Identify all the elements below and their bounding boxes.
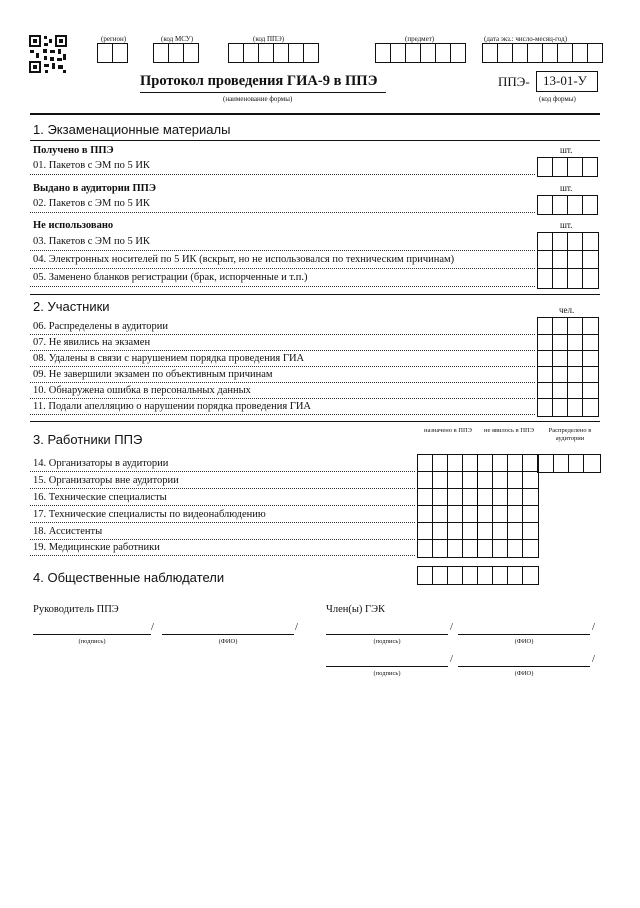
msu-code-field[interactable] bbox=[153, 43, 199, 63]
region-field[interactable] bbox=[97, 43, 128, 63]
item-07: 07. Не явились на экзамен bbox=[33, 337, 151, 348]
item-05: 05. Заменено бланков регистрации (брак, испорченные и т.п.) bbox=[33, 272, 308, 283]
unit-pcs: шт. bbox=[560, 220, 573, 230]
item-15: 15. Организаторы вне аудитории bbox=[33, 475, 179, 486]
item-01: 01. Пакетов с ЭМ по 5 ИК bbox=[33, 160, 150, 171]
item-17: 17. Технические специалисты по видеонаблюдению bbox=[33, 509, 266, 520]
slash: / bbox=[592, 622, 595, 633]
field-03-05-grid[interactable] bbox=[537, 232, 599, 289]
item-18: 18. Ассистенты bbox=[33, 526, 103, 537]
group-issued-heading: Выдано в аудитории ППЭ bbox=[33, 183, 156, 194]
item-03: 03. Пакетов с ЭМ по 5 ИК bbox=[33, 236, 150, 247]
exam-date-field[interactable] bbox=[482, 43, 603, 63]
field-01[interactable] bbox=[537, 157, 598, 177]
region-label: (регион) bbox=[101, 35, 127, 43]
name-caption: (ФИО) bbox=[514, 670, 534, 677]
msu-label: (код МСУ) bbox=[161, 35, 194, 43]
section2-title: 2. Участники bbox=[33, 299, 110, 314]
item-11: 11. Подали апелляцию о нарушении порядка проведения ГИА bbox=[33, 401, 312, 412]
item-06: 06. Распределены в аудитории bbox=[33, 321, 168, 332]
name-caption: (ФИО) bbox=[218, 638, 238, 645]
item-19: 19. Медицинские работники bbox=[33, 542, 160, 553]
staff-distributed-field[interactable] bbox=[537, 454, 601, 473]
slash: / bbox=[450, 622, 453, 633]
gek-member-label: Член(ы) ГЭК bbox=[326, 604, 386, 615]
qr-code bbox=[28, 34, 68, 74]
unit-pcs: шт. bbox=[560, 145, 573, 155]
unit-pcs: шт. bbox=[560, 183, 573, 193]
group-unused-heading: Не использовано bbox=[33, 220, 114, 231]
ppe-code-label: (код ППЭ) bbox=[253, 35, 285, 43]
slash: / bbox=[151, 622, 154, 633]
section1-title: 1. Экзаменационные материалы bbox=[33, 122, 231, 137]
field-02[interactable] bbox=[537, 195, 598, 215]
col-assigned: назначено в ППЭ bbox=[424, 427, 472, 434]
item-10: 10. Обнаружена ошибка в персональных данных bbox=[33, 385, 251, 396]
form-code-prefix: ППЭ- bbox=[498, 74, 530, 89]
item-04: 04. Электронных носителей по 5 ИК (вскрыт, но не использовался по техническим причинам) bbox=[33, 254, 455, 265]
section3-title: 3. Работники ППЭ bbox=[33, 432, 143, 447]
form-title-caption: (наименование формы) bbox=[223, 95, 293, 103]
form-title: Протокол проведения ГИА-9 в ППЭ bbox=[140, 73, 378, 89]
participants-grid[interactable] bbox=[537, 317, 599, 417]
item-09: 09. Не завершили экзамен по объективным причинам bbox=[33, 369, 273, 380]
form-code-caption: (код формы) bbox=[539, 95, 576, 103]
item-02: 02. Пакетов с ЭМ по 5 ИК bbox=[33, 198, 150, 209]
name-caption: (ФИО) bbox=[514, 638, 534, 645]
sign-caption: (подпись) bbox=[373, 638, 401, 645]
slash: / bbox=[450, 654, 453, 665]
slash: / bbox=[295, 622, 298, 633]
sign-caption: (подпись) bbox=[373, 670, 401, 677]
group-received-heading: Получено в ППЭ bbox=[33, 145, 114, 156]
section4-title: 4. Общественные наблюдатели bbox=[33, 570, 225, 585]
item-16: 16. Технические специалисты bbox=[33, 492, 167, 503]
unit-persons: чел. bbox=[559, 305, 575, 315]
sign-caption: (подпись) bbox=[78, 638, 106, 645]
item-08: 08. Удалены в связи с нарушением порядка проведения ГИА bbox=[33, 353, 305, 364]
col-distributed: Распределено в аудитории bbox=[548, 427, 592, 442]
head-ppe-label: Руководитель ППЭ bbox=[33, 604, 119, 615]
item-14: 14. Организаторы в аудитории bbox=[33, 458, 169, 469]
ppe-code-field[interactable] bbox=[228, 43, 319, 63]
col-absent: не явилось в ППЭ bbox=[483, 427, 535, 434]
observers-grid[interactable] bbox=[417, 566, 539, 585]
form-code-value: 13-01-У bbox=[543, 73, 587, 88]
staff-grid[interactable] bbox=[417, 454, 539, 558]
subject-label: (предмет) bbox=[405, 35, 435, 43]
slash: / bbox=[592, 654, 595, 665]
exam-date-label: (дата экз.: число-месяц-год) bbox=[484, 35, 568, 43]
subject-field[interactable] bbox=[375, 43, 466, 63]
